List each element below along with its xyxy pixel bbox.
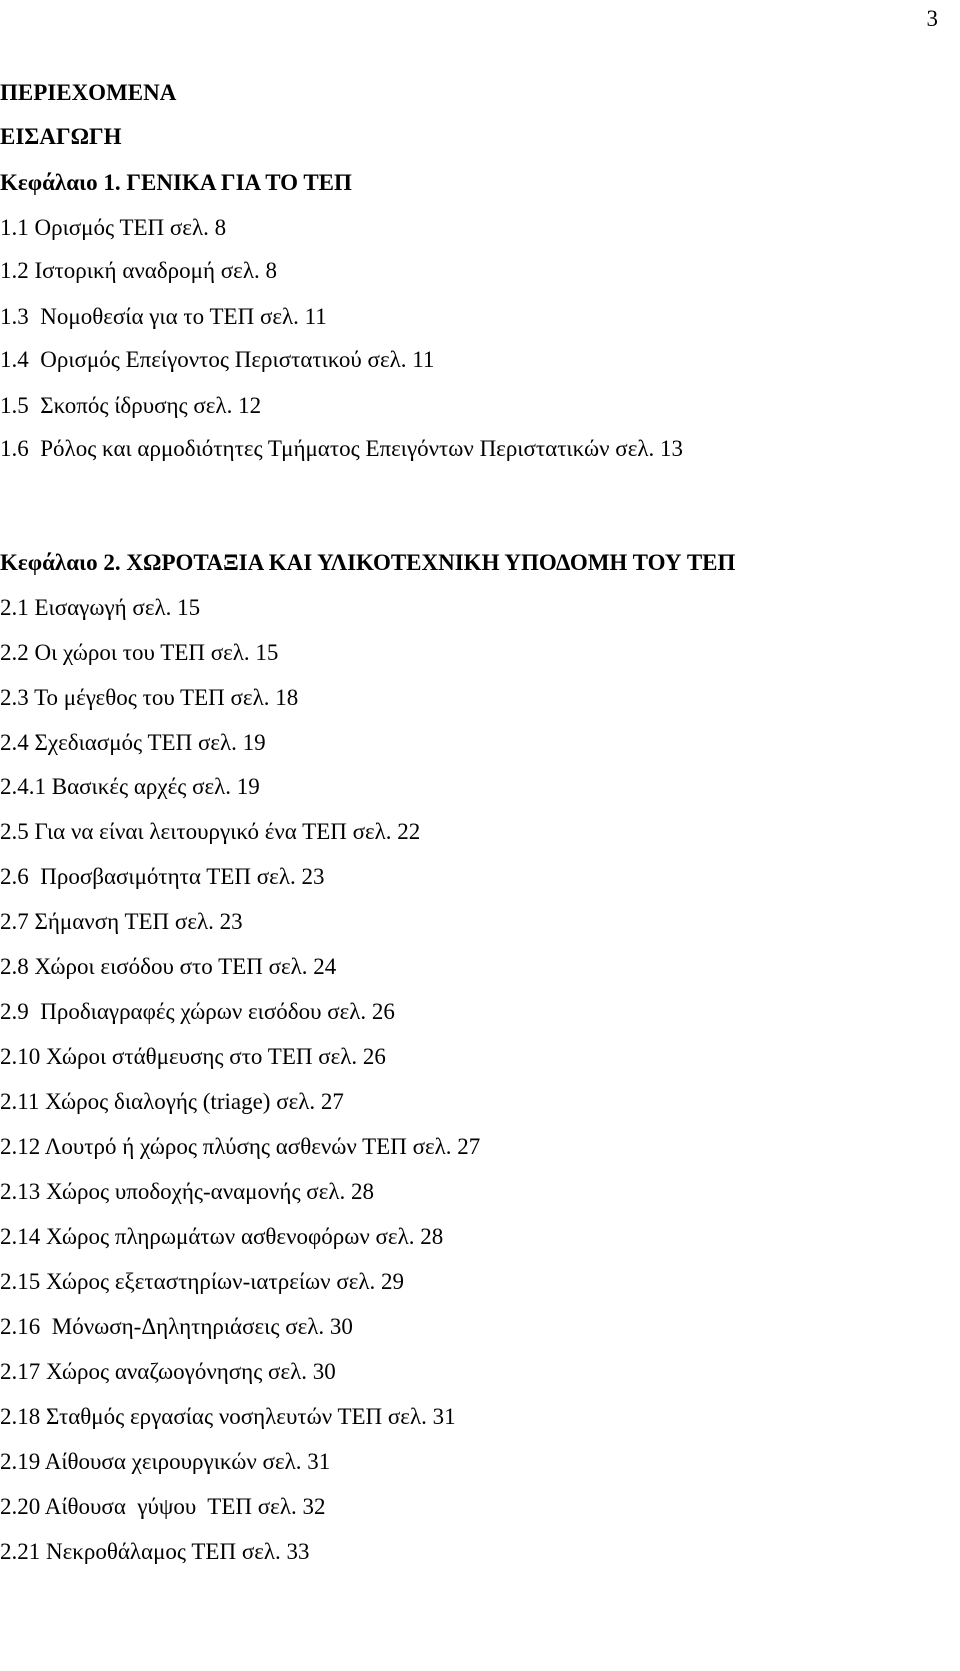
chapter-1-title: Κεφάλαιο 1. ΓΕΝΙΚΑ ΓΙΑ ΤΟ ΤΕΠ [0,170,352,195]
toc-heading: ΠΕΡΙΕΧΟΜΕΝΑ [0,80,177,105]
toc-entry: 2.4.1 Βασικές αρχές σελ. 19 [0,774,260,799]
toc-entry: 2.3 Το μέγεθος του ΤΕΠ σελ. 18 [0,685,299,710]
toc-entry: 1.1 Ορισμός ΤΕΠ σελ. 8 [0,215,227,240]
toc-entry: 2.9 Προδιαγραφές χώρων εισόδου σελ. 26 [0,999,395,1024]
toc-entry: 1.3 Νομοθεσία για το ΤΕΠ σελ. 11 [0,304,327,329]
toc-entry: 2.13 Χώρος υποδοχής-αναμονής σελ. 28 [0,1179,375,1204]
toc-entry: 2.11 Χώρος διαλογής (triage) σελ. 27 [0,1089,344,1114]
toc-entry: 2.16 Μόνωση-Δηλητηριάσεις σελ. 30 [0,1314,353,1339]
toc-entry: 2.2 Οι χώροι του ΤΕΠ σελ. 15 [0,640,279,665]
toc-entry: 1.5 Σκοπός ίδρυσης σελ. 12 [0,393,262,418]
toc-entry: 1.4 Ορισμός Επείγοντος Περιστατικού σελ. 11 [0,347,435,372]
toc-entry: 2.12 Λουτρό ή χώρος πλύσης ασθενών ΤΕΠ σελ. 27 [0,1134,481,1159]
toc-entry: 2.5 Για να είναι λειτουργικό ένα ΤΕΠ σελ. 22 [0,819,421,844]
toc-entry: 2.20 Αίθουσα γύψου ΤΕΠ σελ. 32 [0,1494,326,1519]
toc-entry: 2.18 Σταθμός εργασίας νοσηλευτών ΤΕΠ σελ. 31 [0,1404,456,1429]
toc-entry: 1.2 Ιστορική αναδρομή σελ. 8 [0,258,277,283]
toc-introduction: ΕΙΣΑΓΩΓΗ [0,124,122,149]
toc-entry: 2.4 Σχεδιασμός ΤΕΠ σελ. 19 [0,730,266,755]
page-number: 3 [926,6,938,31]
toc-entry: 2.15 Χώρος εξεταστηρίων-ιατρείων σελ. 29 [0,1269,405,1294]
toc-entry: 2.21 Νεκροθάλαμος ΤΕΠ σελ. 33 [0,1539,310,1564]
toc-entry: 2.7 Σήμανση ΤΕΠ σελ. 23 [0,909,243,934]
chapter-2-title: Κεφάλαιο 2. ΧΩΡΟΤΑΞΙΑ ΚΑΙ ΥΛΙΚΟΤΕΧΝΙΚΗ ΥΠΟΔΟΜΗ ΤΟΥ ΤΕΠ [0,550,736,575]
toc-entry: 2.19 Αίθουσα χειρουργικών σελ. 31 [0,1449,331,1474]
toc-entry: 2.14 Χώρος πληρωμάτων ασθενοφόρων σελ. 28 [0,1224,444,1249]
toc-entry: 2.1 Εισαγωγή σελ. 15 [0,595,201,620]
toc-entry: 2.10 Χώροι στάθμευσης στο ΤΕΠ σελ. 26 [0,1044,386,1069]
toc-entry: 1.6 Ρόλος και αρμοδιότητες Τμήματος Επειγόντων Περιστατικών σελ. 13 [0,436,684,461]
toc-entry: 2.8 Χώροι εισόδου στο ΤΕΠ σελ. 24 [0,954,337,979]
toc-entry: 2.17 Χώρος αναζωογόνησης σελ. 30 [0,1359,336,1384]
toc-entry: 2.6 Προσβασιμότητα ΤΕΠ σελ. 23 [0,864,325,889]
